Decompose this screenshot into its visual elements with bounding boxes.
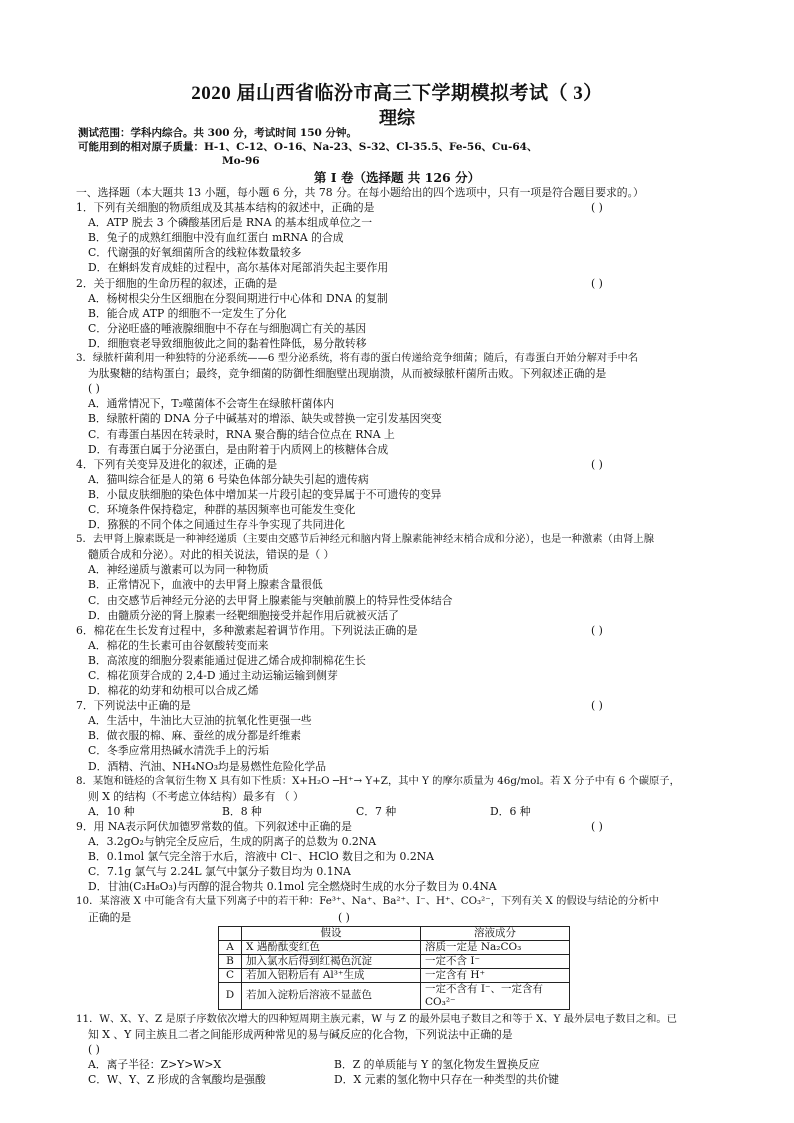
question-6-stem: 6．棉花在生长发育过程中，多种激素起着调节作用。下列说法正确的是 ( ) bbox=[76, 623, 603, 637]
question-11-stem-2: 知 X 、Y 同主族且二者之间能形成两种常见的易与碱反应的化合物，下列说法中正确的是 bbox=[88, 1027, 513, 1041]
question-5-option-a: A．神经递质与激素可以为同一种物质 bbox=[88, 563, 269, 577]
question-7-option-b: B．做衣服的棉、麻、蚕丝的成分都是纤维素 bbox=[88, 729, 302, 743]
table-cell: 若加入铝粉后有 Al³⁺生成 bbox=[242, 968, 421, 982]
question-4-option-b: B．小鼠皮肤细胞的染色体中增加某一片段引起的变异属于不可遗传的变异 bbox=[88, 487, 442, 501]
table-cell: A bbox=[219, 940, 242, 954]
question-5-option-d: D．由髓质分泌的肾上腺素一经靶细胞接受并起作用后就被灭活了 bbox=[88, 608, 399, 622]
question-11-option-a: A．离子半径：Z>Y>W>X bbox=[88, 1057, 222, 1071]
question-6-option-d: D．棉花的幼芽和幼根可以合成乙烯 bbox=[88, 684, 259, 698]
question-2-option-d: D．细胞衰老导致细胞彼此之间的黏着性降低，易分散转移 bbox=[88, 336, 367, 350]
table-cell: B bbox=[219, 954, 242, 968]
question-9-option-d: D．甘油(C₃H₈O₃)与丙醇的混合物共 0.1mol 完全燃烧时生成的水分子数目为 0.4NA bbox=[88, 880, 497, 894]
table-cell: X 遇酚酞变红色 bbox=[242, 940, 421, 954]
question-6-option-a: A．棉花的生长素可由谷氨酸转变而来 bbox=[88, 638, 269, 652]
question-6-option-b: B．高浓度的细胞分裂素能通过促进乙烯合成抑制棉花生长 bbox=[88, 653, 366, 667]
table-row bbox=[219, 982, 570, 1009]
question-3-option-b: B．绿脓杆菌的 DNA 分子中碱基对的增添、缺失或替换一定引发基因突变 bbox=[88, 412, 442, 426]
question-11-option-c: C．W、Y、Z 形成的含氧酸均是强酸 bbox=[88, 1072, 266, 1086]
table-header-cell: 溶液成分 bbox=[421, 926, 570, 940]
question-4-option-c: C．环境条件保持稳定，种群的基因频率也可能发生变化 bbox=[88, 502, 356, 516]
question-10-stem-2: 正确的是 ( ) bbox=[88, 910, 350, 924]
table-header-cell bbox=[219, 926, 242, 940]
question-8-option-d: D．6 种 bbox=[490, 804, 531, 818]
question-10-table bbox=[218, 926, 570, 1010]
question-3-stem-2: 为肽聚糖的结构蛋白；最终，竞争细菌的防御性细胞壁出现崩溃，从而被绿脓杆菌所击败。下列叙述正确的是 bbox=[88, 367, 607, 381]
question-11-option-b: B．Z 的单质能与 Y 的氢化物发生置换反应 bbox=[334, 1057, 540, 1071]
question-11-stem-1: 11．W、X、Y、Z 是原子序数依次增大的四种短周期主族元素，W 与 Z 的最外层电子数目之和等于 X、Y 最外层电子数目之和。已 bbox=[76, 1012, 678, 1025]
question-8-option-c: C．7 种 bbox=[356, 804, 397, 818]
atomic-mass-line-2: Mo-96 bbox=[222, 155, 260, 167]
question-1-option-b: B．兔子的成熟红细胞中没有血红蛋白 mRNA 的合成 bbox=[88, 231, 344, 245]
question-8-option-b: B．8 种 bbox=[222, 804, 262, 818]
table-cell: D bbox=[219, 982, 242, 1009]
table-cell: 一定含有 H⁺ bbox=[421, 968, 570, 982]
table-cell: C bbox=[219, 968, 242, 982]
question-8-options bbox=[76, 804, 726, 819]
question-5-option-c: C．由交感节后神经元分泌的去甲肾上腺素能与突触前膜上的特异性受体结合 bbox=[88, 593, 453, 607]
table-cell: 溶质一定是 Na₂CO₃ bbox=[421, 940, 570, 954]
question-11-option-d: D．X 元素的氢化物中只存在一种类型的共价键 bbox=[334, 1072, 559, 1086]
question-10-stem-1: 10．某溶液 X 中可能含有大量下列离子中的若干种：Fe³⁺、Na⁺、Ba²⁺、I⁻、H⁺、CO₃²⁻，下列有关 X 的假设与结论的分析中 bbox=[76, 895, 660, 908]
question-3-option-c: C．有毒蛋白基因在转录时，RNA 聚合酶的结合位点在 RNA 上 bbox=[88, 427, 395, 441]
section-intro: 一、选择题（本大题共 13 小题，每小题 6 分，共 78 分。在每小题给出的四个选项中，只有一项是符合题目要求的。） bbox=[76, 186, 644, 199]
question-9-option-b: B．0.1mol 氯气完全溶于水后，溶液中 Cl⁻、HClO 数目之和为 0.2NA bbox=[88, 850, 434, 864]
question-11-options-row-2 bbox=[76, 1072, 726, 1087]
question-7-option-d: D．酒精、汽油、NH₄NO₃均是易燃性危险化学品 bbox=[88, 759, 327, 773]
question-1-option-c: C．代谢强的好氧细菌所含的线粒体数量较多 bbox=[88, 246, 302, 260]
question-11-options-row-1 bbox=[76, 1057, 726, 1072]
question-2-option-a: A．杨树根尖分生区细胞在分裂间期进行中心体和 DNA 的复制 bbox=[88, 291, 388, 305]
question-8-stem-1: 8．某饱和链烃的含氧衍生物 X 具有如下性质：X+H₂O ─H⁺→ Y+Z，其中 Y 的摩尔质量为 46g/mol。若 X 分子中有 6 个碳原子， bbox=[76, 774, 680, 787]
question-5-stem-1: 5．去甲肾上腺素既是一种神经递质（主要由交感节后神经元和脑内肾上腺素能神经末梢合成和分泌），也是一种激素（由肾上腺 bbox=[76, 533, 655, 546]
question-2-option-b: B．能合成 ATP 的细胞不一定发生了分化 bbox=[88, 306, 287, 320]
table-cell: 若加入淀粉后溶液不显蓝色 bbox=[242, 982, 421, 1009]
question-5-stem-2: 髓质合成和分泌）。对此的相关说法，错误的是（ ） bbox=[88, 548, 335, 562]
question-3-paren: ( ) bbox=[88, 382, 100, 396]
question-7-option-c: C．冬季应常用热碱水清洗手上的污垢 bbox=[88, 744, 270, 758]
table-cell: 加入氯水后得到红褐色沉淀 bbox=[242, 954, 421, 968]
question-3-stem-1: 3．绿脓杆菌利用一种独特的分泌系统——6 型分泌系统，将有毒的蛋白传递给竞争细菌；随后，有毒蛋白开始分解对手中名 bbox=[76, 352, 639, 365]
question-1-stem: 1．下列有关细胞的物质组成及其基本结构的叙述中，正确的是 ( ) bbox=[76, 201, 603, 215]
test-scope: 测试范围：学科内综合。共 300 分，考试时间 150 分钟。 bbox=[78, 127, 357, 139]
table-header-row bbox=[219, 926, 570, 940]
table-cell: 一定不含 I⁻ bbox=[421, 954, 570, 968]
table-header-cell: 假设 bbox=[242, 926, 421, 940]
question-1-option-a: A．ATP 脱去 3 个磷酸基团后是 RNA 的基本组成单位之一 bbox=[88, 216, 373, 230]
table-row bbox=[219, 968, 570, 982]
table-cell: 一定不含有 I⁻、一定含有 CO₃²⁻ bbox=[421, 982, 570, 1009]
question-3-option-d: D．有毒蛋白属于分泌蛋白，是由附着于内质网上的核糖体合成 bbox=[88, 442, 389, 456]
question-2-option-c: C．分泌旺盛的唾液腺细胞中不存在与细胞凋亡有关的基因 bbox=[88, 321, 367, 335]
question-3-option-a: A．通常情况下，T₂噬菌体不会寄生在绿脓杆菌体内 bbox=[88, 397, 335, 411]
section-title: 第 I 卷（选择题 共 126 分） bbox=[313, 170, 481, 185]
exam-title: 2020 届山西省临汾市高三下学期模拟考试（ 3） bbox=[191, 83, 603, 104]
question-2-stem: 2．关于细胞的生命历程的叙述，正确的是 ( ) bbox=[76, 276, 603, 290]
question-9-option-a: A．3.2gO₂与钠完全反应后，生成的阴离子的总数为 0.2NA bbox=[88, 835, 377, 849]
question-4-option-d: D．猕猴的不同个体之间通过生存斗争实现了共同进化 bbox=[88, 518, 345, 532]
question-5-option-b: B．正常情况下，血液中的去甲肾上腺素含量很低 bbox=[88, 578, 323, 592]
table-row bbox=[219, 940, 570, 954]
question-8-stem-2: 则 X 的结构（不考虑立体结构）最多有 （ ） bbox=[88, 789, 304, 803]
question-4-stem: 4．下列有关变异及进化的叙述，正确的是 ( ) bbox=[76, 457, 603, 471]
exam-subtitle: 理综 bbox=[379, 108, 415, 128]
question-9-option-c: C．7.1g 氯气与 2.24L 氯气中氯分子数目均为 0.1NA bbox=[88, 865, 351, 879]
question-7-option-a: A．生活中，牛油比大豆油的抗氧化性更强一些 bbox=[88, 714, 312, 728]
question-4-option-a: A．猫叫综合征是人的第 6 号染色体部分缺失引起的遗传病 bbox=[88, 472, 369, 486]
question-7-stem: 7．下列说法中正确的是 ( ) bbox=[76, 699, 603, 713]
table-row bbox=[219, 954, 570, 968]
question-11-paren: ( ) bbox=[88, 1042, 100, 1056]
atomic-mass-line-1: 可能用到的相对原子质量：H-1、C-12、O-16、Na-23、S-32、Cl-35.5、Fe-56、Cu-64、 bbox=[78, 141, 538, 153]
question-8-option-a: A．10 种 bbox=[88, 804, 135, 818]
question-6-option-c: C．棉花顶芽合成的 2,4-D 通过主动运输运输到侧芽 bbox=[88, 669, 338, 682]
question-9-stem: 9．用 NA表示阿伏加德罗常数的值。下列叙述中正确的是 ( ) bbox=[76, 819, 603, 833]
questions bbox=[76, 185, 726, 1087]
question-1-option-d: D．在蝌蚪发育成蛙的过程中，高尔基体对尾部消失起主要作用 bbox=[88, 261, 389, 275]
